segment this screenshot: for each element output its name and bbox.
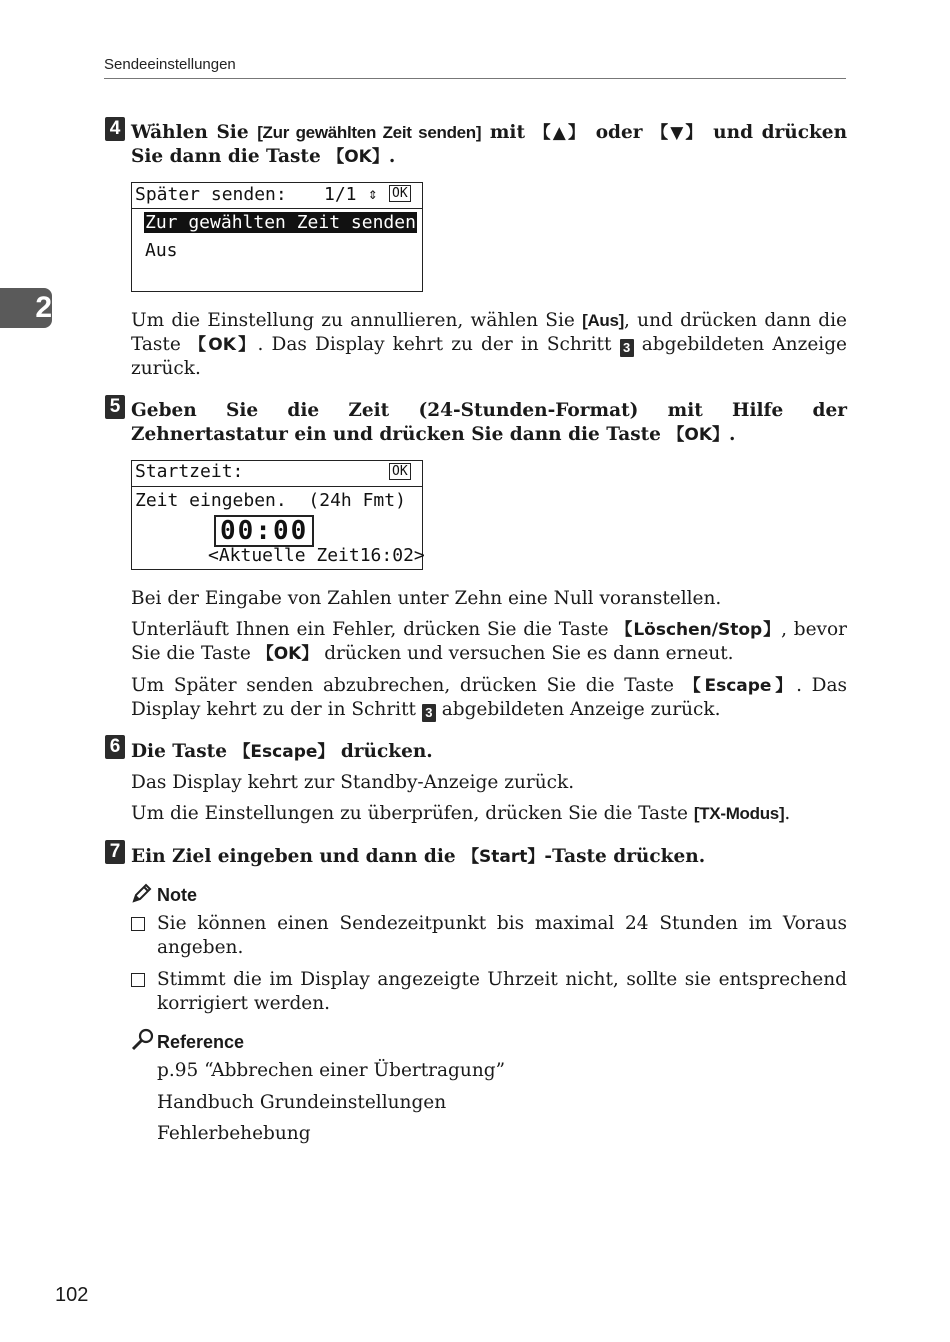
key-down-ref: 【▼】	[651, 123, 705, 143]
text-run: abgebildeten Anzeige zurück.	[131, 334, 847, 379]
text-run: Um die Einstellung zu annullieren, wählen Sie	[131, 310, 583, 331]
key-ok-ref: 【OK】	[327, 147, 389, 167]
step-5-text-2	[131, 618, 847, 666]
checkbox-bullet-icon	[131, 973, 145, 987]
chapter-tab	[0, 288, 52, 328]
step-5-heading	[131, 399, 847, 447]
key-escape-ref: 【Escape】	[683, 676, 797, 696]
lcd-display-start-time	[131, 460, 423, 570]
lcd-current-time: <Aktuelle Zeit16:02>	[208, 545, 425, 566]
key-ok-ref: 【OK】	[188, 335, 258, 355]
step-5-text-3	[131, 674, 847, 722]
lcd-divider	[132, 486, 422, 487]
text-run: .	[784, 803, 791, 824]
lcd-option-aus: Aus	[145, 240, 178, 261]
checkbox-bullet-icon	[131, 917, 145, 931]
key-start-ref: 【Start】	[462, 847, 545, 867]
menu-item-ref: [Aus]	[582, 311, 625, 330]
key-ok-ref: 【OK】	[256, 644, 319, 664]
lcd-ok-icon: OK	[389, 463, 411, 480]
lcd-selected-option: Zur gewählten Zeit senden	[145, 212, 416, 233]
chapter-tab-number: 2	[35, 291, 52, 324]
key-ok-ref: 【OK】	[667, 425, 730, 445]
menu-item-ref: [Zur gewählten Zeit senden]	[257, 123, 482, 142]
running-header: Sendeeinstellungen	[104, 56, 236, 73]
lcd-title: Später senden:	[135, 184, 287, 205]
text-run: mit	[481, 122, 534, 143]
text-run: Die Taste	[131, 741, 234, 762]
step-6-text-2	[131, 802, 847, 826]
step-4-number: 4	[105, 117, 125, 141]
up-down-arrow-icon: ⇕	[368, 184, 378, 203]
step-4-heading	[131, 121, 847, 169]
text-run: abgebildeten Anzeige zurück.	[435, 699, 721, 720]
page-number: 102	[55, 1284, 89, 1306]
text-run: . Das Display kehrt zu der in Schritt	[131, 675, 847, 720]
text-run: .	[729, 424, 736, 445]
header-divider	[104, 78, 846, 79]
text-run: . Das Display kehrt zu der in Schritt	[257, 334, 620, 355]
reference-heading: Reference	[157, 1032, 245, 1052]
lcd-title: Startzeit:	[135, 461, 244, 482]
lcd-input-prompt: Zeit eingeben. (24h Fmt)	[135, 490, 406, 511]
text-run: Ein Ziel eingeben und dann die	[131, 846, 463, 867]
text-run: Um die Einstellungen zu überprüfen, drücken Sie die Taste	[131, 803, 694, 824]
step-5-number: 5	[105, 395, 125, 419]
step-6-text-1: Das Display kehrt zur Standby-Anzeige zurück.	[131, 772, 575, 793]
text-run: Wählen Sie	[131, 122, 258, 143]
step-6-heading	[131, 740, 847, 764]
lcd-divider	[132, 208, 422, 209]
note-item: Sie können einen Sendezeitpunkt bis maximal 24 Stunden im Voraus angeben.	[157, 913, 847, 958]
step-4-cancel-text	[131, 309, 847, 381]
reference-item: Fehlerbehebung	[157, 1123, 311, 1144]
text-run: .	[388, 146, 396, 167]
lcd-page-indicator: 1/1	[324, 184, 357, 205]
lcd-display-later-send	[131, 182, 423, 292]
text-run: oder	[587, 122, 652, 143]
step-5-text-1: Bei der Eingabe von Zahlen unter Zehn eine Null voranstellen.	[131, 588, 722, 609]
pencil-icon	[131, 882, 153, 908]
text-run: Um Später senden abzubrechen, drücken Sie die Taste	[131, 675, 684, 696]
key-clear-stop-ref: 【Löschen/Stop】	[615, 620, 782, 640]
step-ref-badge: 3	[620, 339, 634, 357]
text-run: , und drücken dann die Taste	[131, 310, 847, 355]
text-run: und drücken Sie dann die Taste	[131, 122, 848, 167]
step-6-number: 6	[105, 735, 125, 759]
text-run: Unterläuft Ihnen ein Fehler, drücken Sie die Taste	[131, 619, 616, 640]
note-heading: Note	[157, 885, 197, 905]
lcd-time-field: 00:00	[214, 515, 314, 547]
step-7-heading	[131, 845, 847, 869]
key-escape-ref: 【Escape】	[233, 742, 335, 762]
text-run: drücken.	[334, 741, 433, 762]
text-run: -Taste drücken.	[544, 846, 706, 867]
magnifier-icon	[131, 1028, 155, 1056]
step-7-number: 7	[105, 840, 125, 864]
key-up-ref: 【▲】	[533, 123, 588, 143]
text-run: drücken und versuchen Sie es dann erneut.	[318, 643, 734, 664]
text-run: , bevor Sie die Taste	[131, 619, 847, 664]
key-tx-mode-ref: [TX-Modus]	[693, 804, 785, 823]
note-item: Stimmt die im Display angezeigte Uhrzeit nicht, sollte sie entsprechend korrigiert werden.	[157, 969, 847, 1014]
text-run: Geben Sie die Zeit (24-Stunden-Format) mit Hilfe der Zehnertastatur ein und drücken Sie dann die Taste	[131, 400, 847, 445]
reference-item: Handbuch Grundeinstellungen	[157, 1092, 447, 1113]
lcd-ok-icon: OK	[389, 185, 411, 202]
step-ref-badge: 3	[422, 704, 436, 722]
reference-link[interactable]: p.95 “Abbrechen einer Übertragung”	[157, 1060, 506, 1081]
